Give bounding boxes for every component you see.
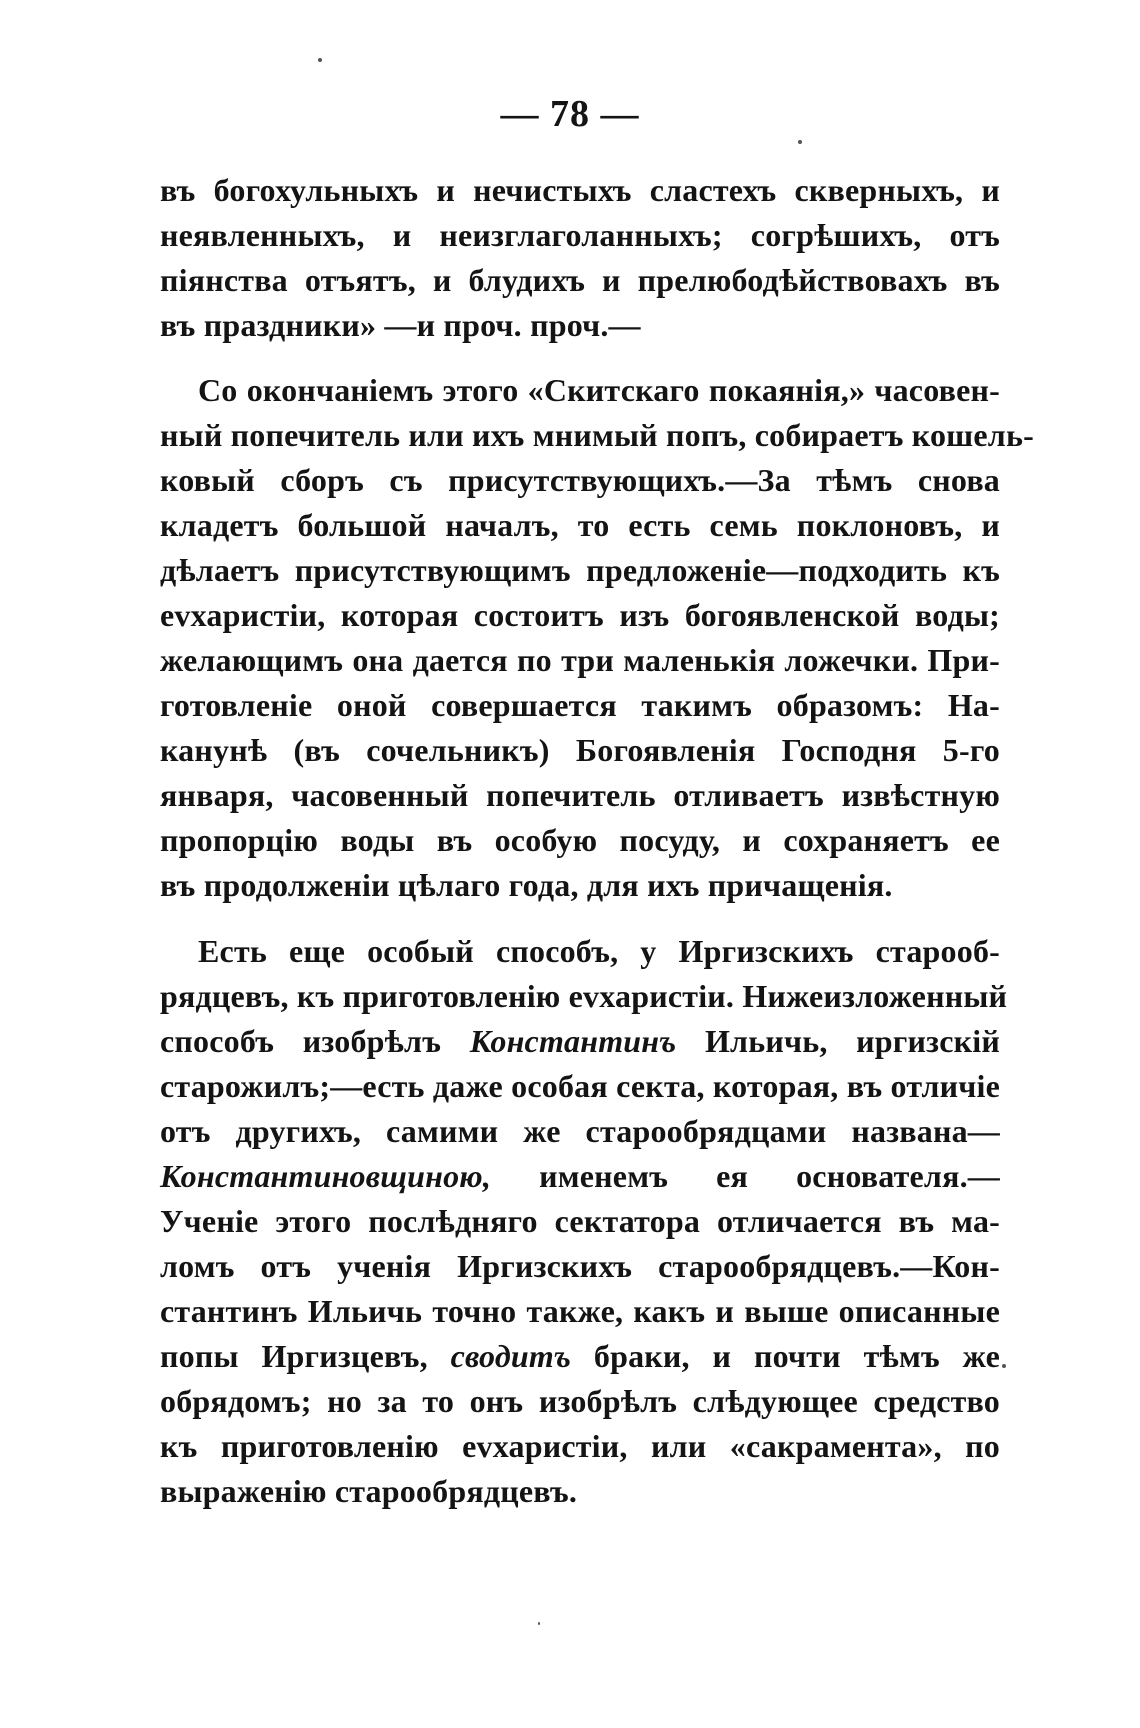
scan-speck <box>798 140 802 144</box>
text-line: въ праздники» —и проч. проч.— <box>160 307 641 343</box>
text-line: пропорцію воды въ особую посуду, и сохраняетъ ее <box>160 822 1000 858</box>
text-line: піянства отъятъ, и блудихъ и прелюбодѣйствовахъ въ <box>160 262 1000 298</box>
text-line: ковый сборъ съ присутствующихъ.—За тѣмъ снова <box>160 462 1000 498</box>
text-line: отъ другихъ, самими же старообрядцами названа— <box>160 1113 1000 1149</box>
text-line: къ приготовленію еvхаристіи, или «сакрамента», по <box>160 1428 1000 1464</box>
text-line: въ богохульныхъ и нечистыхъ сластехъ скверныхъ, и <box>160 172 1000 208</box>
text-line: старожилъ;—есть даже особая секта, которая, въ отличіе <box>160 1068 1000 1104</box>
text-line: попы Иргизцевъ, сводитъ браки, и почти тѣмъ же <box>160 1338 1000 1374</box>
text-line: неявленныхъ, и неизглаголанныхъ; согрѣшихъ, отъ <box>160 217 1000 253</box>
text-line: кладетъ большой началъ, то есть семь поклоновъ, и <box>160 507 1000 543</box>
text-line: Есть еще особый способъ, у Иргизскихъ старооб- <box>198 933 1000 969</box>
italic-name: сводитъ <box>450 1338 572 1374</box>
text-line: стантинъ Ильичь точно также, какъ и выше описанные <box>160 1293 1000 1329</box>
scan-speck <box>538 1622 540 1625</box>
text-line: выраженію старообрядцевъ. <box>160 1473 578 1509</box>
page-number: — 78 — <box>500 93 640 135</box>
text-line: обрядомъ; но за то онъ изобрѣлъ слѣдующее средство <box>160 1383 1000 1419</box>
text-line: Константиновщиною, именемъ ея основателя.— <box>160 1158 1000 1194</box>
paragraph-3 <box>160 929 1008 1514</box>
text-line: января, часовенный попечитель отливаетъ извѣстную <box>160 777 1000 813</box>
text-line: способъ изобрѣлъ Константинъ Ильичь, иргизскій <box>160 1023 1000 1059</box>
text-line: дѣлаетъ присутствующимъ предложеніе—подходить къ <box>160 552 1000 588</box>
text-line: готовленіе оной совершается такимъ образомъ: На- <box>160 687 1000 723</box>
text-line: Со окончаніемъ этого «Скитскаго покаянія,» часовен- <box>198 372 1000 408</box>
italic-name: Константиновщиною, <box>160 1158 492 1194</box>
paragraph-2 <box>160 368 1034 908</box>
text-line: въ продолженіи цѣлаго года, для ихъ причащенія. <box>160 867 893 903</box>
text-line: рядцевъ, къ приготовленію еvхаристіи. Нижеизложенный <box>160 978 1008 1014</box>
text-line: ный попечитель или ихъ мнимый попъ, собираетъ кошель- <box>160 417 1034 453</box>
paragraph-1 <box>160 168 1000 348</box>
text-line: желающимъ она дается по три маленькія ложечки. При- <box>160 642 1000 678</box>
text-line: еvхаристіи, которая состоитъ изъ богоявленской воды; <box>160 597 1000 633</box>
scan-speck <box>1002 1364 1006 1368</box>
italic-name: Константинъ <box>469 1023 677 1059</box>
text-line: Ученіе этого послѣдняго сектатора отличается въ ма- <box>160 1203 1000 1239</box>
text-line: канунѣ (въ сочельникъ) Богоявленія Господня 5-го <box>160 732 1000 768</box>
text-line: ломъ отъ ученія Иргизскихъ старообрядцевъ.—Кон- <box>160 1248 1000 1284</box>
scan-speck <box>318 58 322 62</box>
